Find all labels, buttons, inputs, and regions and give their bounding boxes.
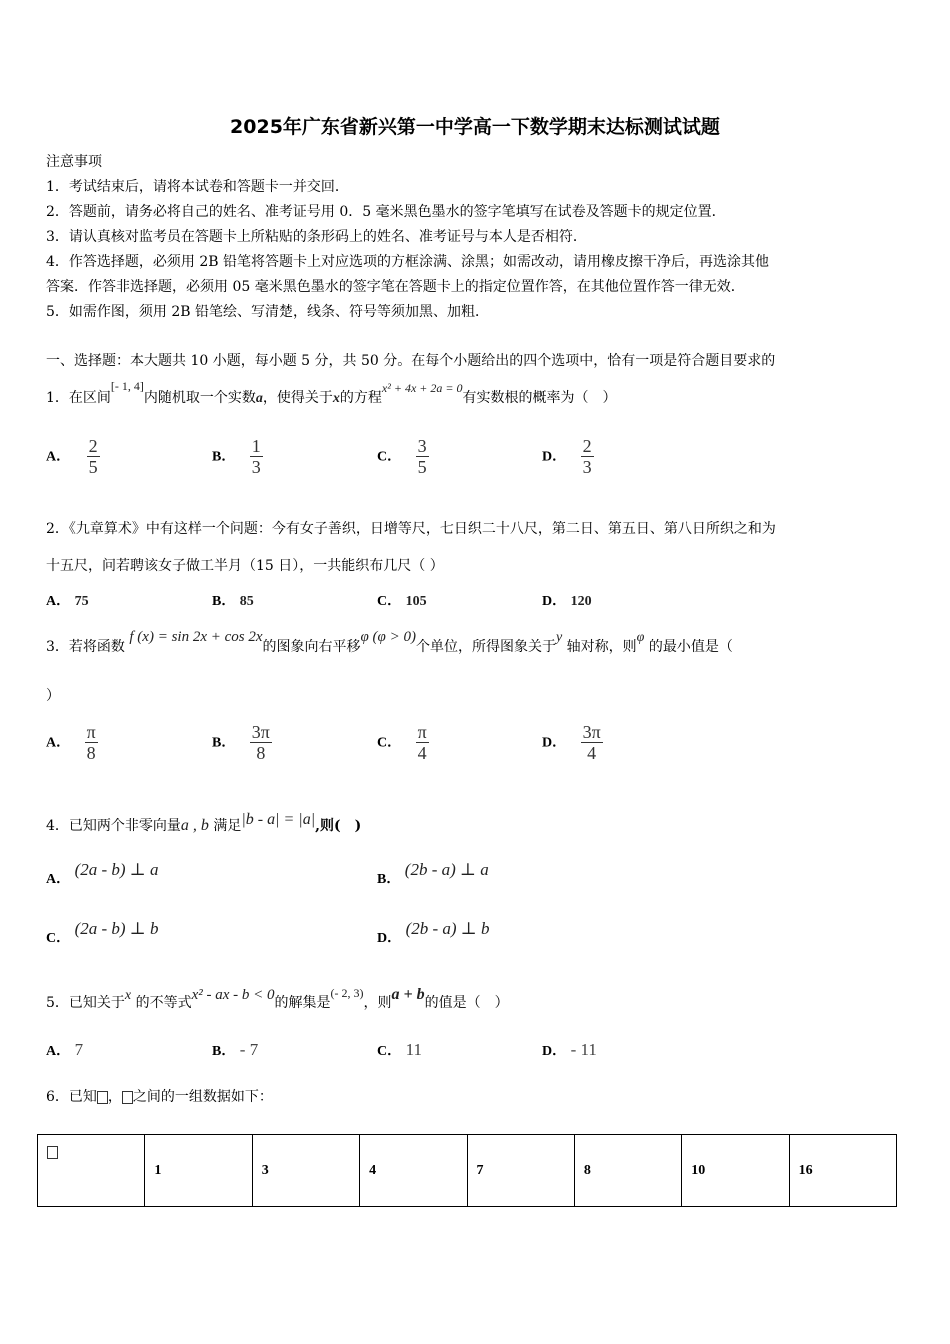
shift-expr: φ (φ > 0) bbox=[360, 629, 416, 645]
option-a: A． $\frac{\pi}{8}$ bbox=[46, 722, 96, 763]
equation-expr: x² + 4x + 2a = 0 bbox=[381, 381, 463, 395]
fraction: $\frac{1}{3}$ bbox=[251, 436, 261, 477]
option-a: A． 75 bbox=[46, 594, 89, 609]
fraction: $\frac{2}{5}$ bbox=[88, 436, 98, 477]
option-d: D． 120 bbox=[542, 594, 592, 609]
page-title: 2025年广东省新兴第一中学高一下数学期末达标测试试题 bbox=[230, 116, 720, 138]
table-row bbox=[38, 1135, 897, 1207]
section-heading: 一、选择题：本大题共 10 小题，每小题 5 分，共 50 分。在每个小题给出的四个选项中，恰有一项是符合题目要求的 bbox=[46, 353, 776, 369]
function-expr: f (x) = sin 2x + cos 2x bbox=[129, 629, 263, 645]
data-table bbox=[37, 1134, 897, 1207]
option-b: B． (2b - a) ⊥ a bbox=[377, 860, 489, 887]
condition-expr: |b - a| = |a| bbox=[241, 811, 316, 828]
table-cell: 1 bbox=[145, 1135, 252, 1207]
missing-glyph-icon bbox=[47, 1146, 58, 1159]
option-d: D． $\frac{2}{3}$ bbox=[542, 436, 592, 477]
question-number: 1． bbox=[46, 390, 69, 406]
question-3: 3．若将函数 f (x) = sin 2x + cos 2x的图象向右平移φ (φ > 0)个单位，所得图象关于y 轴对称，则φ 的最小值是（ bbox=[46, 629, 733, 655]
option-b: B． $\frac{1}{3}$ bbox=[212, 436, 261, 477]
option-a: A． $\frac{2}{5}$ bbox=[46, 436, 98, 477]
option-c: C． (2a - b) ⊥ b bbox=[46, 919, 159, 946]
table-cell: 16 bbox=[789, 1135, 896, 1207]
interval-expr: [- 1, 4] bbox=[110, 379, 144, 393]
table-cell: 3 bbox=[252, 1135, 359, 1207]
solution-set: (- 2, 3) bbox=[330, 986, 364, 1000]
fraction: $\frac{\pi}{8}$ bbox=[86, 722, 96, 763]
notice-item: 4．作答选择题，必须用 2B 铅笔将答题卡上对应选项的方框涂满、涂黑；如需改动，请用橡皮擦干净后，再选涂其他 bbox=[46, 254, 769, 270]
option-c: C． 11 bbox=[377, 1040, 422, 1059]
option-a: A． 7 bbox=[46, 1040, 84, 1059]
notice-item: 5．如需作图，须用 2B 铅笔绘、写清楚，线条、符号等须加黑、加粗． bbox=[46, 304, 490, 320]
question-5: 5．已知关于x 的不等式x² - ax - b < 0的解集是(- 2, 3)，则a + b的值是（ ） bbox=[46, 986, 509, 1011]
inequality-expr: x² - ax - b < 0 bbox=[191, 987, 275, 1003]
option-d: D． (2b - a) ⊥ b bbox=[377, 919, 490, 946]
fraction: $\frac{\pi}{4}$ bbox=[417, 722, 427, 763]
fraction: $\frac{3}{5}$ bbox=[417, 436, 427, 477]
option-d: D． - 11 bbox=[542, 1040, 597, 1059]
fraction: $\frac{2}{3}$ bbox=[582, 436, 592, 477]
missing-glyph-icon bbox=[122, 1091, 133, 1104]
question-1: 1．在区间[- 1, 4]内随机取一个实数a，使得关于x的方程x² + 4x + 2a = 0有实数根的概率为（ ） bbox=[46, 379, 617, 406]
option-c: C． 105 bbox=[377, 594, 427, 609]
table-cell: 7 bbox=[467, 1135, 574, 1207]
option-b: B． 85 bbox=[212, 594, 254, 609]
table-cell: 10 bbox=[682, 1135, 789, 1207]
missing-glyph-icon bbox=[97, 1091, 108, 1104]
notice-item: 1．考试结束后，请将本试卷和答题卡一并交回． bbox=[46, 179, 349, 195]
notice-item: 3．请认真核对监考员在答题卡上所粘贴的条形码上的姓名、准考证号与本人是否相符． bbox=[46, 229, 587, 245]
fraction: $\frac{3\pi}{4}$ bbox=[582, 722, 601, 763]
question-2-line2: 十五尺，问若聘该女子做工半月（15 日），一共能织布几尺（ ） bbox=[46, 558, 444, 574]
question-2-line1: 2．《九章算术》中有这样一个问题：今有女子善织，日增等尺，七日织二十八尺，第二日、第五日、第八日所织之和为 bbox=[46, 521, 776, 537]
option-d: D． $\frac{3\pi}{4}$ bbox=[542, 722, 601, 763]
notice-heading: 注意事项 bbox=[46, 154, 102, 170]
option-a: A． (2a - b) ⊥ a bbox=[46, 860, 159, 887]
question-4: 4．已知两个非零向量a , b 满足|b - a| = |a|,则( ) bbox=[46, 811, 362, 834]
option-c: C． $\frac{\pi}{4}$ bbox=[377, 722, 427, 763]
table-cell bbox=[38, 1135, 145, 1207]
table-cell: 4 bbox=[360, 1135, 467, 1207]
option-c: C． $\frac{3}{5}$ bbox=[377, 436, 427, 477]
fraction: $\frac{3\pi}{8}$ bbox=[251, 722, 270, 763]
question-6: 6．已知 ， 之间的一组数据如下： bbox=[46, 1089, 273, 1105]
table-cell: 8 bbox=[574, 1135, 681, 1207]
question-3-close: ） bbox=[46, 688, 60, 704]
notice-item: 2．答题前，请务必将自己的姓名、准考证号用 0．5 毫米黑色墨水的签字笔填写在试卷及答题卡的规定位置． bbox=[46, 204, 726, 220]
option-b: B． $\frac{3\pi}{8}$ bbox=[212, 722, 270, 763]
option-b: B． - 7 bbox=[212, 1040, 259, 1059]
notice-item: 答案．作答非选择题，必须用 05 毫米黑色墨水的签字笔在答题卡上的指定位置作答，在其他位置作答一律无效． bbox=[46, 279, 745, 295]
